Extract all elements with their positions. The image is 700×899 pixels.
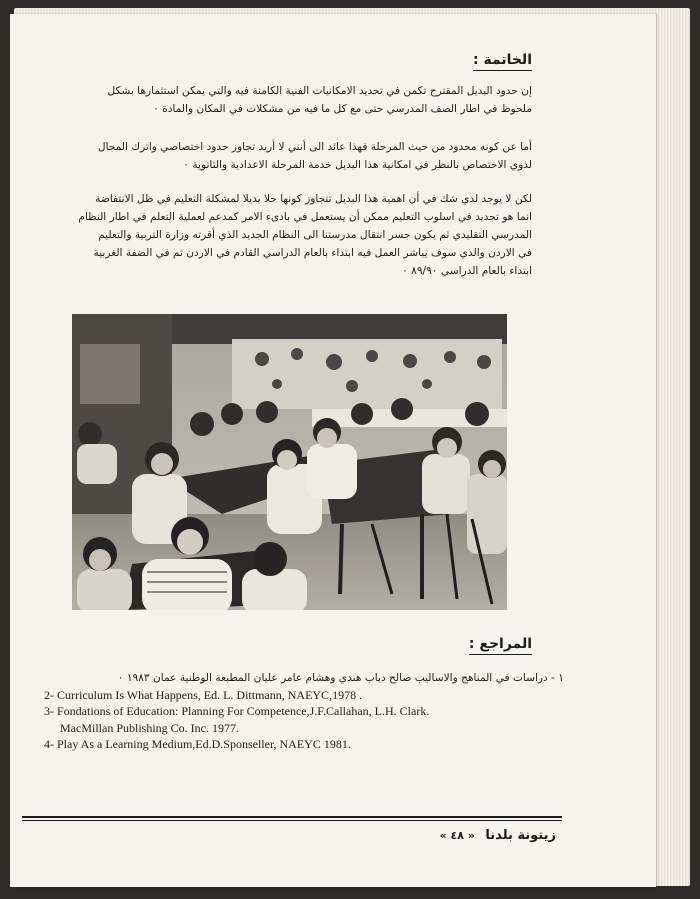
magazine-title: زيتونة بلدنا (485, 828, 556, 843)
footer-divider-thin (22, 820, 562, 821)
reference-item-4: 4- Play As a Learning Medium,Ed.D.Sponseller, NAEYC 1981. (44, 737, 351, 751)
text-line: المدرسي التقليدي ثم يكون جسر انتقال مدرستنا الى النظام الجديد الذي أقرته وزارة التربية والتعليم (98, 229, 532, 241)
footer-divider (22, 816, 562, 818)
document-page (10, 14, 656, 887)
conclusion-paragraph-2 (98, 138, 532, 174)
text-line: لكن لا يوجد لدي شك في أن اهمية هذا البديل تتجاوز كونها حلا بديلا لمشكلة التعليم في ظل الانتفاضة (95, 193, 532, 205)
reference-item-2: 2- Curriculum Is What Happens, Ed. L. Dittmann, NAEYC,1978 . (44, 687, 363, 702)
references-heading: المراجع : (468, 636, 532, 652)
classroom-photo (72, 314, 507, 610)
text-line: ابتداء بالعام الدراسي ٨٩/٩٠ ٠ (402, 265, 532, 277)
conclusion-heading: الخاتمة : (472, 52, 532, 68)
page-number: « ٤٨ » (439, 829, 475, 842)
text-line: إن حدود البديل المقترح تكمن في تحديد الامكانيات الفنية الكامنة فيه والتي يمكن استثمارها بشكل (107, 85, 532, 97)
text-line: انما هو تجديد في اسلوب التعليم ممكن أن يستعمل في بادىء الامر كمدعم لعملية التعلم في اطار النظام (78, 211, 532, 223)
text-line: ملحوظ في اطار الصف المدرسي حتى مع كل ما فيه من مشكلات في المكان والمادة ٠ (153, 103, 532, 115)
reference-item-3-continued: MacMillan Publishing Co. Inc. 1977. (60, 720, 239, 735)
conclusion-paragraph-1 (108, 82, 532, 118)
text-line: في الاردن والذي سوف يباشر العمل فيه ابتداء بالعام الدراسي القادم في الاردن ثم في الضفة الغربية (93, 247, 532, 259)
footer (440, 828, 556, 843)
text-line: أما عن كونه محدود من حيث المرحلة فهذا عائد الى أنني لا أريد تجاوز حدود اختصاصي واترك المجال (97, 141, 532, 153)
conclusion-paragraph-3 (78, 190, 532, 280)
text-line: لذوي الاختصاص بالنظر في امكانية هذا البديل خدمة المرحلة الاعدادية والثانوية ٠ (183, 159, 532, 171)
classroom-photo-illustration (72, 314, 507, 610)
references-list (44, 670, 564, 753)
reference-item-3: 3- Fondations of Education: Planning For Competence,J.F.Callahan, L.H. Clark. (44, 704, 430, 718)
reference-item-1: ١ - دراسات في المناهج والاساليب صالح دياب هندي وهشام عامر عليان المطبعة الوطنية عمان ١٩٨٣ ٠ (117, 672, 564, 684)
